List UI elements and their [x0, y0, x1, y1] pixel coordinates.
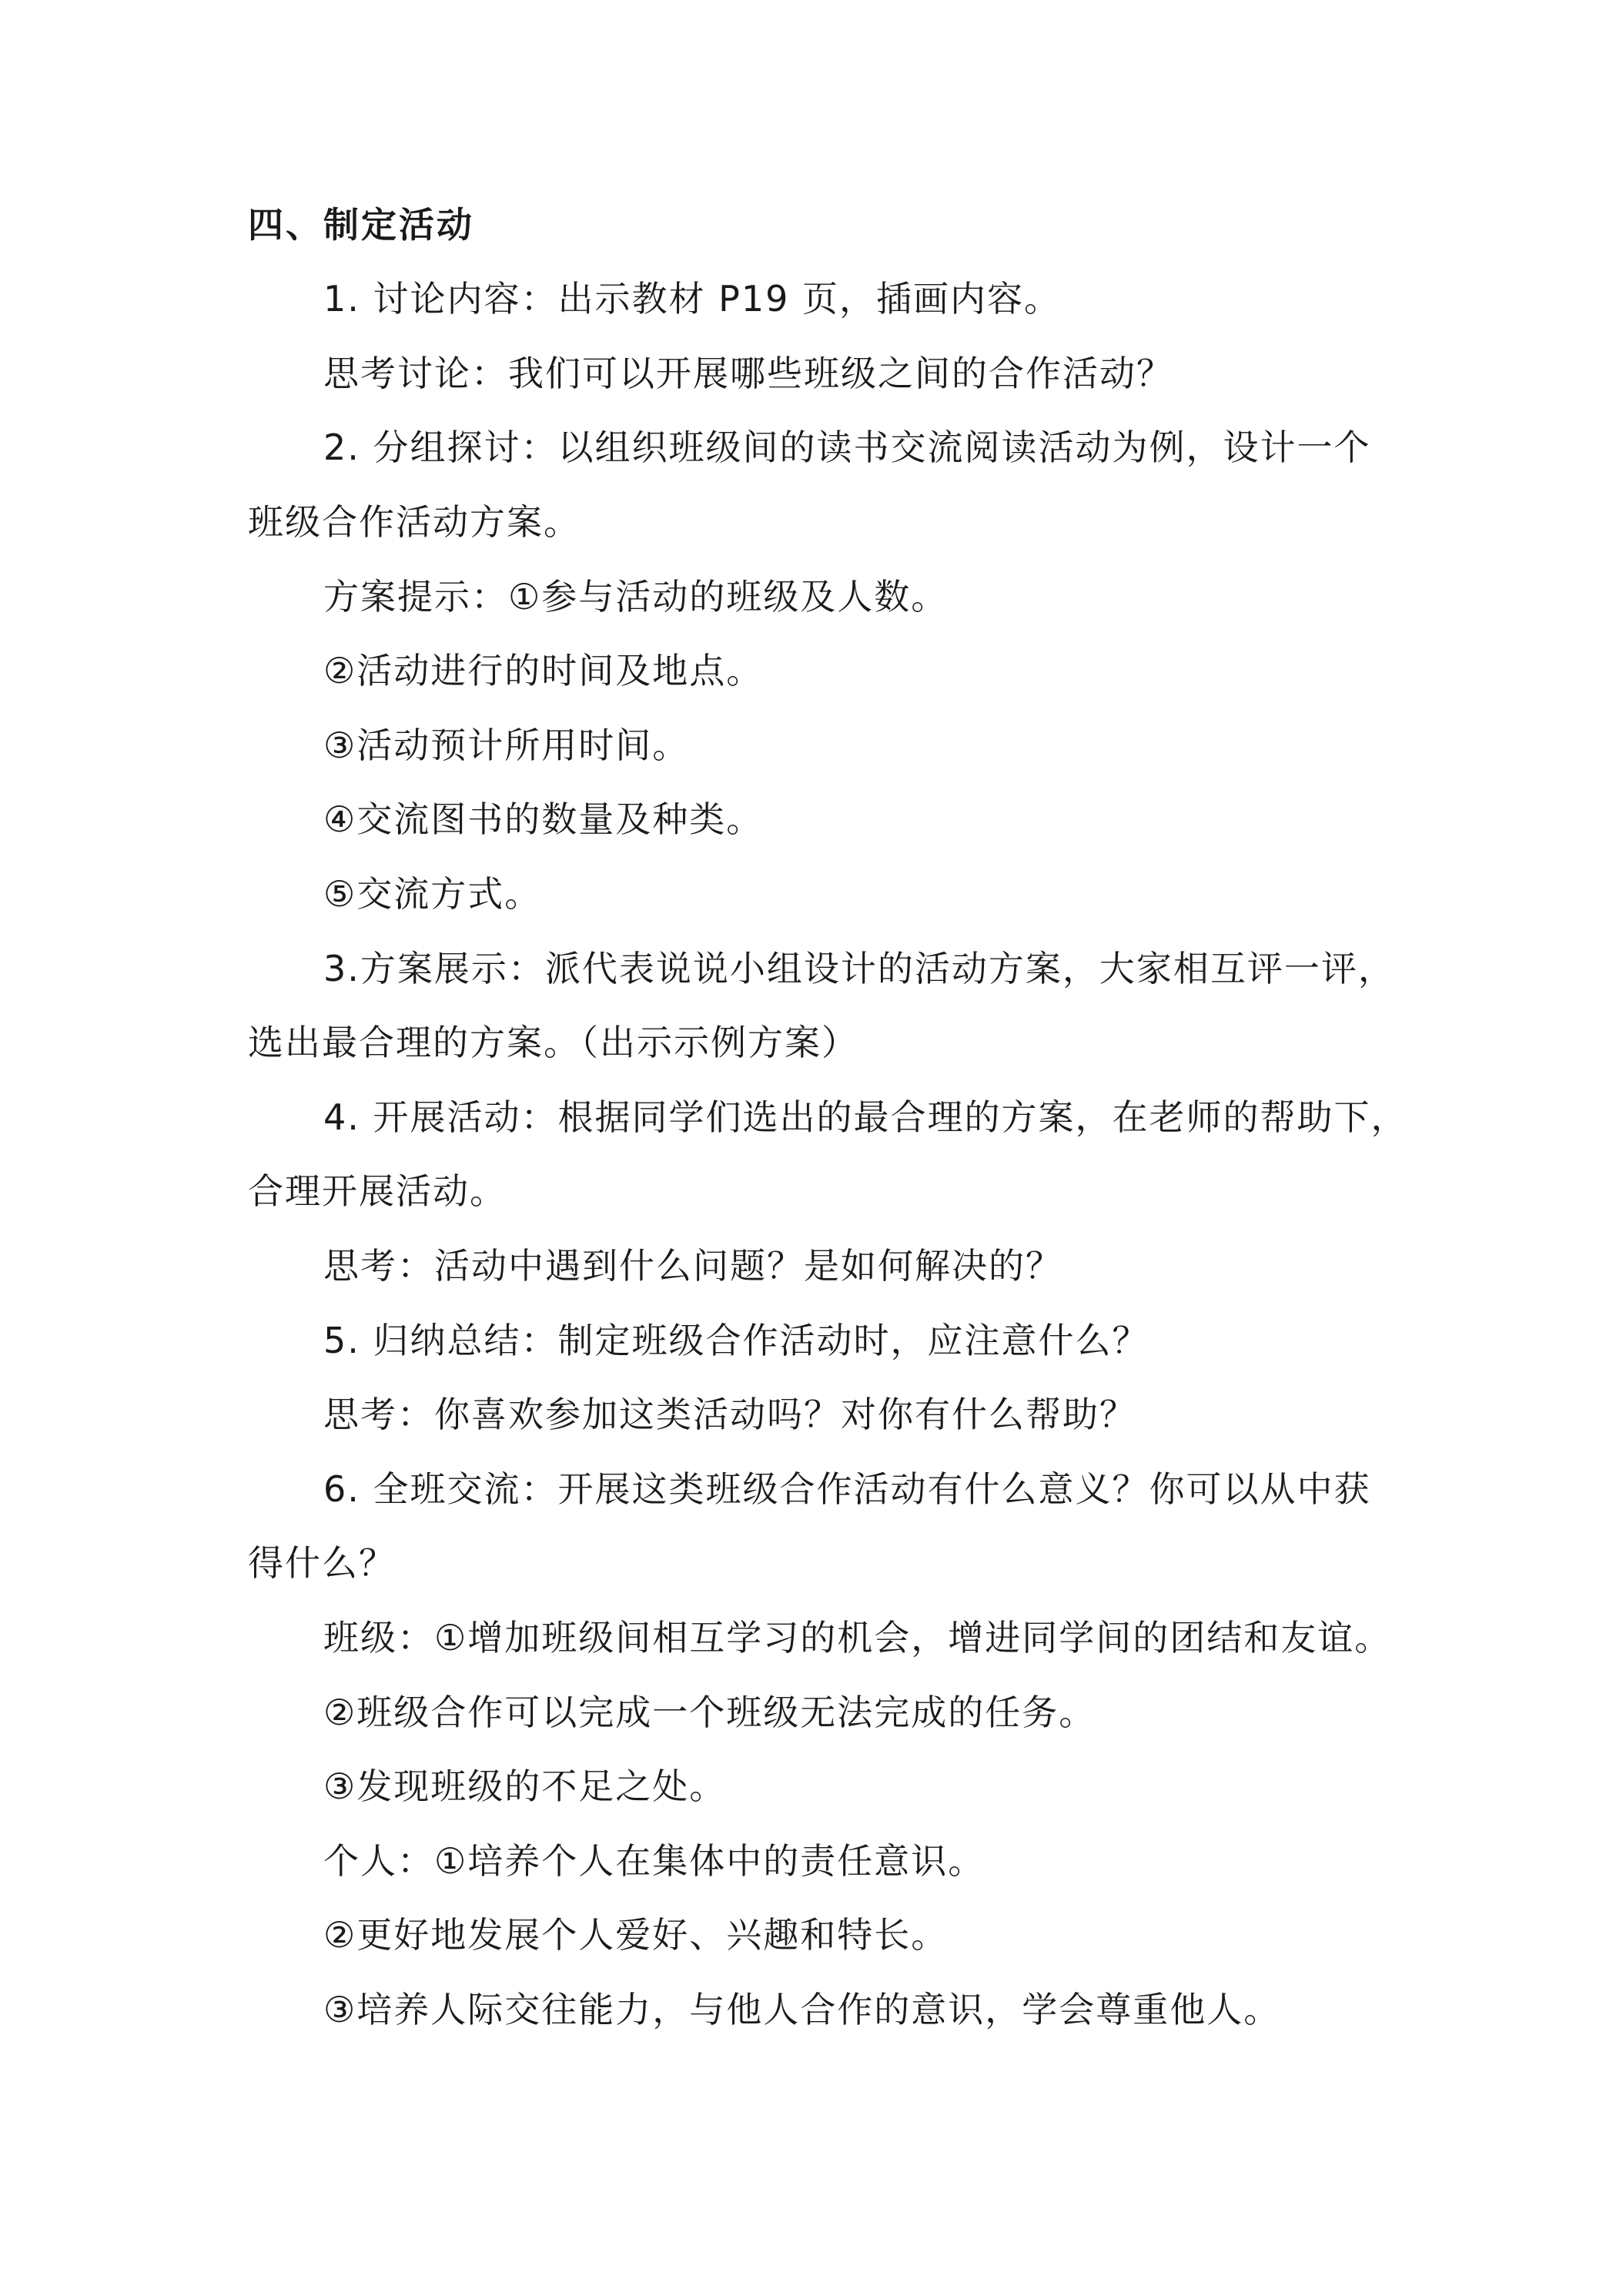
- paragraph-line: ③活动预计所用时间。: [323, 725, 690, 766]
- paragraph-line: 思考：活动中遇到什么问题？是如何解决的？: [323, 1245, 1062, 1287]
- paragraph-line: 得什么？: [248, 1542, 396, 1584]
- paragraph-line: ④交流图书的数量及种类。: [323, 798, 764, 840]
- paragraph-line: 4. 开展活动：根据同学们选出的最合理的方案，在老师的帮助下，: [323, 1096, 1408, 1138]
- paragraph-line: ③培养人际交往能力，与他人合作的意识，学会尊重他人。: [323, 1989, 1281, 2030]
- paragraph-line: ⑤交流方式。: [323, 873, 542, 915]
- section-heading: 四、制定活动: [248, 204, 474, 246]
- paragraph-line: 2. 分组探讨：以组织班级间的读书交流阅读活动为例，设计一个: [323, 427, 1371, 468]
- paragraph-line: 个人：①培养个人在集体中的责任意识。: [323, 1840, 986, 1882]
- paragraph-line: 思考：你喜欢参加这类活动吗？对你有什么帮助？: [323, 1394, 1136, 1435]
- paragraph-line: 思考讨论：我们可以开展哪些班级之间的合作活动？: [323, 353, 1173, 394]
- paragraph-line: 3.方案展示：派代表说说小组设计的活动方案，大家相互评一评，: [323, 948, 1395, 989]
- paragraph-line: 方案提示：①参与活动的班级及人数。: [323, 576, 949, 618]
- paragraph-line: ②更好地发展个人爱好、兴趣和特长。: [323, 1914, 949, 1956]
- paragraph-line: 选出最合理的方案。（出示示例方案）: [248, 1022, 858, 1063]
- paragraph-line: ②班级合作可以完成一个班级无法完成的任务。: [323, 1692, 1096, 1733]
- paragraph-line: ②活动进行的时间及地点。: [323, 650, 764, 691]
- paragraph-line: ③发现班级的不足之处。: [323, 1766, 727, 1807]
- paragraph-line: 5. 归纳总结：制定班级合作活动时，应注意什么？: [323, 1320, 1149, 1361]
- paragraph-line: 6. 全班交流：开展这类班级合作活动有什么意义？你可以从中获: [323, 1468, 1371, 1510]
- paragraph-line: 1. 讨论内容：出示教材 P19 页，插画内容。: [323, 278, 1062, 320]
- paragraph-line: 班级：①增加班级间相互学习的机会，增进同学间的团结和友谊。: [323, 1617, 1392, 1658]
- paragraph-line: 合理开展活动。: [248, 1170, 507, 1212]
- paragraph-line: 班级合作活动方案。: [248, 501, 581, 543]
